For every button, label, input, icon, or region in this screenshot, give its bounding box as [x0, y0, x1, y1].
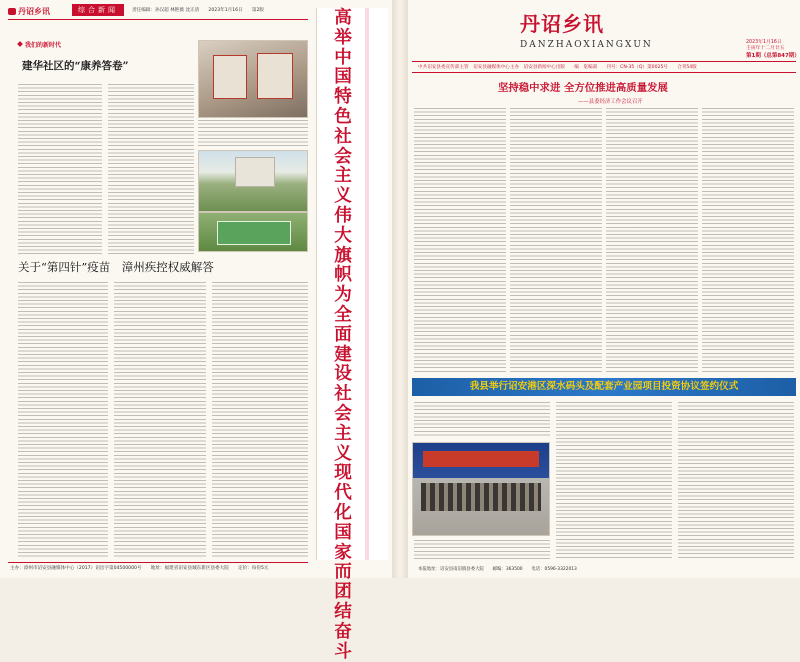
section-title: 综合新闻	[72, 4, 124, 16]
signing-body-col3	[678, 402, 794, 560]
article2-body-col2	[114, 282, 206, 558]
signing-banner	[412, 378, 796, 396]
article2-title: 关于“第四针”疫苗 漳州疾控权威解答	[18, 260, 214, 274]
signing-body-col2	[556, 402, 672, 560]
left-page	[0, 0, 392, 662]
lead-body-col2	[510, 108, 602, 372]
article1-photo-building	[198, 150, 308, 212]
masthead-divider	[412, 61, 796, 62]
masthead-divider-bottom	[412, 72, 796, 73]
building-image	[235, 157, 275, 187]
left-header-meta: 责任编辑：孙汉超 林艳薇 沈正清 2023年1月16日 第2版	[132, 8, 264, 13]
issue-date-block	[746, 40, 800, 60]
signing-body-bottom	[414, 540, 550, 560]
attendees-image	[421, 483, 541, 511]
article1-title: 建华社区的“康养答卷”	[22, 60, 129, 72]
article2-body-col1	[18, 282, 108, 558]
footer-divider	[8, 562, 308, 563]
column-tag: 我们的新时代	[18, 40, 61, 49]
slogan-accent-bar	[365, 8, 369, 560]
left-footer: 主办：漳州市诏安县融媒体中心（2017）诏出字第04500000号 地址：福建省诏安县城东新区县委大院 定价：每份5元	[10, 566, 269, 571]
issue-date: 2023年1月16日	[746, 40, 782, 45]
logo-mark-icon	[8, 8, 16, 15]
right-footer: 本报地址：诏安县南诏镇县委大院 邮编：363500 电话：0596-3322013	[418, 567, 577, 572]
vertical-slogan-panel	[316, 7, 388, 662]
article1-body-col1	[18, 84, 102, 256]
masthead-meta: 中共诏安县委宣传部主管 诏安县融媒体中心主办 诏安县新闻中心出版 编 览编部 刊号：CN-35（Q）第0025号 合刊54版	[418, 65, 697, 70]
signing-banner-title: 我县举行诏安港区深水码头及配套产业园项目投资协议签约仪式	[469, 381, 739, 392]
masthead-pinyin: DANZHAOXIANGXUN	[520, 40, 653, 50]
article1-photo-plaques	[198, 40, 308, 118]
page-gutter	[392, 0, 408, 578]
article2-body-col3	[212, 282, 308, 558]
signing-ceremony-photo	[412, 442, 550, 536]
lead-body-col1	[414, 108, 506, 372]
court-image	[217, 221, 291, 245]
signing-body-top	[414, 402, 550, 438]
lead-headline: 坚持稳中求进 全方位推进高质量发展	[498, 82, 668, 94]
right-page	[408, 0, 800, 578]
plaque-image	[257, 53, 293, 99]
vertical-slogan: 高举中国特色社会主义伟大旗帜 为全面建设社会主义现代化国家而团结奋斗	[334, 7, 370, 662]
article1-body-col2	[108, 84, 194, 256]
lead-body-col3	[606, 108, 698, 372]
lunar-date: 壬寅年十二月廿五	[746, 46, 785, 52]
plaque-image	[213, 55, 247, 99]
issue-number: 第1期（总第847期）	[746, 52, 800, 59]
left-header-logo	[8, 6, 50, 17]
lead-body-col4	[702, 108, 794, 372]
masthead-title: 丹诏乡讯	[520, 12, 604, 36]
stage-backdrop	[423, 451, 539, 467]
article1-body-col3	[198, 120, 308, 148]
article1-photo-court	[198, 212, 308, 252]
header-divider	[8, 19, 308, 20]
left-logo-text: 丹诏乡讯	[18, 6, 50, 16]
lead-subhead: ——县委经济工作会议召开	[578, 99, 643, 105]
